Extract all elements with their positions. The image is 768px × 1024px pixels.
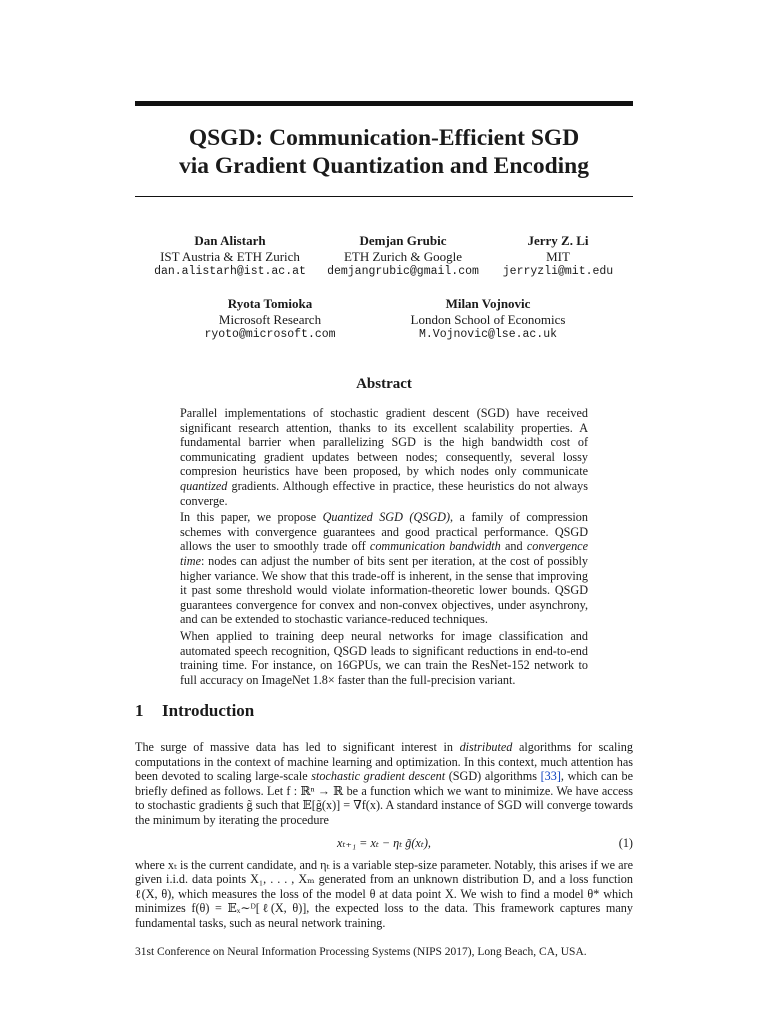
author-affiliation: Microsoft Research (218, 311, 322, 327)
section-heading (135, 701, 254, 721)
section-number: 1 (135, 701, 144, 720)
equation: xₜ₊₁ = xₜ − ηₜ g̃(xₜ), (337, 835, 431, 850)
title-line-2: via Gradient Quantization and Encoding (178, 153, 590, 179)
title-line-1: QSGD: Communication-Efficient SGD (188, 125, 580, 151)
author-block (398, 296, 578, 343)
author-affiliation: MIT (546, 248, 570, 264)
intro-body (135, 740, 633, 931)
author-block (318, 233, 488, 280)
title-top-rule (135, 101, 633, 106)
abstract-heading: Abstract (356, 376, 412, 392)
author-email: jerryzli@mit.edu (502, 265, 614, 278)
author-name: Jerry Z. Li (527, 233, 589, 248)
abstract-paragraph: In this paper, we propose Quantized SGD (QSGD), a family of compression schemes with convergence guarantees and good practical performance. QSGD allows the user to smoothly trade off communication bandwidth and convergence time: nodes can adjust the number of bits sent per iteration, at the cost of possibly higher variance. We show that this trade-off is inherent, in the sense that improving it past some threshold would violate information-theoretic lower bounds. QSGD guarantees convergence for convex and non-convex objectives, under asynchrony, and can be extended to stochastic variance-reduced techniques. (180, 510, 588, 627)
title-bottom-rule (135, 196, 633, 197)
author-block (488, 233, 628, 280)
equation-row (135, 828, 633, 858)
author-affiliation: IST Austria & ETH Zurich (160, 248, 300, 264)
author-affiliation: London School of Economics (410, 311, 566, 327)
author-email: demjangrubic@gmail.com (327, 265, 479, 278)
author-name: Milan Vojnovic (445, 296, 531, 311)
body-paragraph: The surge of massive data has led to significant interest in distributed algorithms for scaling computations in the context of machine learning and optimization. In this context, much attention has been devoted to scaling large-scale stochastic gradient descent (SGD) algorithms [33], which can be briefly defined as follows. Let f : ℝⁿ → ℝ be a function which we want to minimize. We have access to stochastic gradients g̃ such that 𝔼[g̃(x)] = ∇f(x). A standard instance of SGD will converge towards the minimum by iterating the procedure (135, 740, 634, 827)
abstract-body (180, 406, 588, 689)
abstract-paragraph: Parallel implementations of stochastic gradient descent (SGD) have received significant research attention, thanks to its excellent scalability properties. A fundamental barrier when parallelizing SGD is the high bandwidth cost of communicating gradient updates between nodes; consequently, several lossy compresion heuristics have been proposed, by which nodes only communicate quantized gradients. Although effective in practice, these heuristics do not always converge. (180, 406, 588, 508)
author-name: Demjan Grubic (359, 233, 447, 248)
citation-link[interactable]: [33] (540, 769, 561, 784)
abstract-paragraph: When applied to training deep neural networks for image classification and automated speech recognition, QSGD leads to significant reductions in end-to-end training time. For instance, on 16GPUs, we can train the ResNet-152 network to full accuracy on ImageNet 1.8× faster than the full-precision variant. (180, 628, 588, 687)
section-title: Introduction (162, 701, 255, 720)
author-email: M.Vojnovic@lse.ac.uk (418, 328, 558, 341)
author-block (135, 233, 325, 280)
body-paragraph: where xₜ is the current candidate, and ηₜ is a variable step-size parameter. Notably, this arises if we are given i.i.d. data points X₁, . . . , Xₘ generated from an unknown distribution D, and a loss function ℓ(X, θ), which measures the loss of the model θ at data point X. We wish to find a model θ* which minimizes f(θ) = 𝔼ₓ∼ᴰ[ℓ(X, θ)], the expected loss to the data. This framework captures many fundamental tasks, such as neural network training. (135, 857, 633, 930)
author-email: dan.alistarh@ist.ac.at (154, 265, 306, 278)
conference-footnote: 31st Conference on Neural Information Processing Systems (NIPS 2017), Long Beach, CA, USA. (135, 946, 587, 958)
paper-title (135, 124, 633, 180)
equation-number: (1) (618, 835, 633, 850)
author-name: Dan Alistarh (194, 233, 266, 248)
author-email: ryoto@microsoft.com (204, 328, 336, 341)
author-name: Ryota Tomioka (227, 296, 313, 311)
author-block (190, 296, 350, 343)
author-affiliation: ETH Zurich & Google (343, 248, 463, 264)
